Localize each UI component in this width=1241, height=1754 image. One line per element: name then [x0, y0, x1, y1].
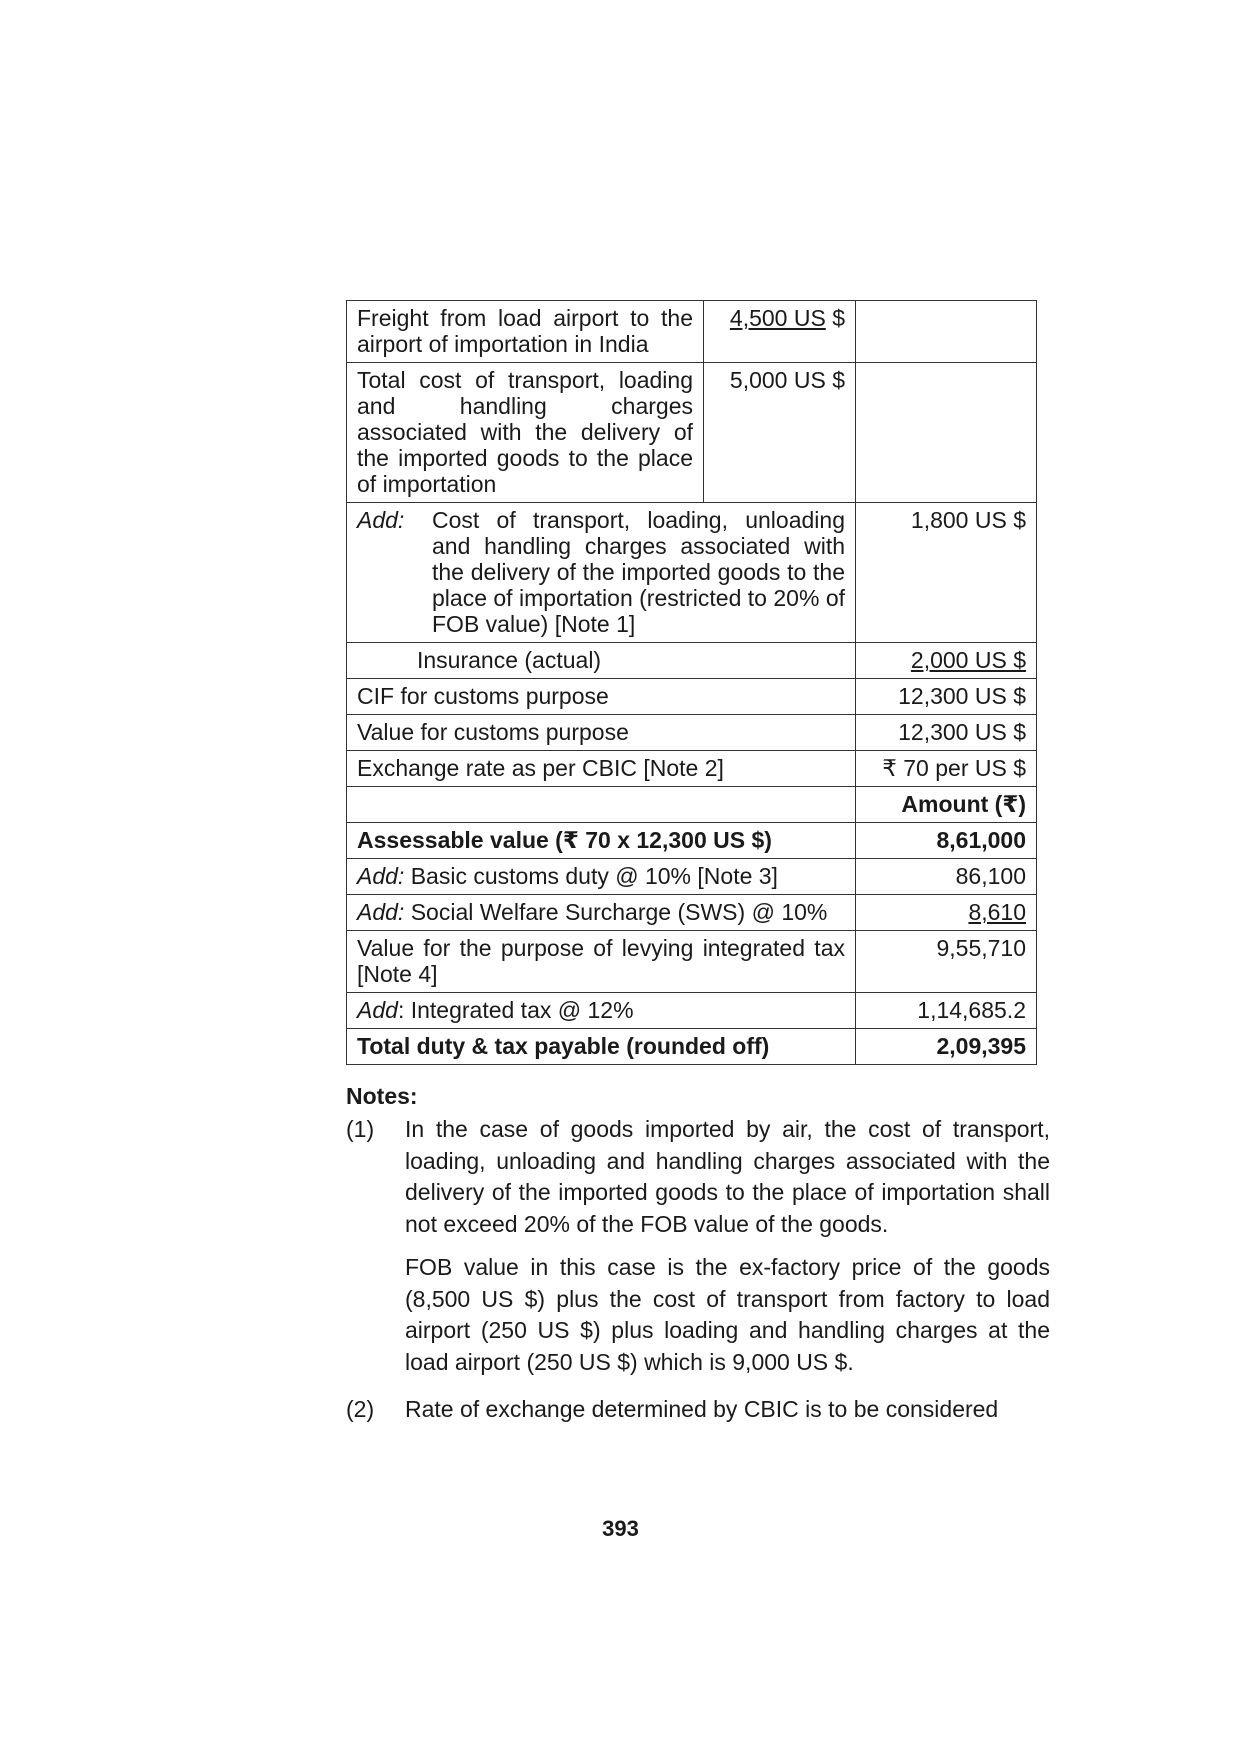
- table-row: [347, 823, 1037, 859]
- note-number: (1): [346, 1116, 375, 1142]
- total-value: 2,09,395: [856, 1029, 1037, 1065]
- table-row: [347, 895, 1037, 931]
- cell-value: [856, 301, 1037, 363]
- cell-label: Total duty & tax payable (rounded off): [347, 1029, 856, 1065]
- cell-value: 1,800 US $: [856, 503, 1037, 643]
- cell-value: 9,55,710: [856, 931, 1037, 993]
- page-number: 393: [602, 1516, 639, 1541]
- table-row: [347, 643, 1037, 679]
- cell-amount: 5,000 US $: [704, 363, 856, 503]
- add-text: : Integrated tax @ 12%: [397, 997, 634, 1023]
- cell-label: [347, 787, 856, 823]
- cell-label: [347, 503, 856, 643]
- add-prefix: Add: [357, 997, 398, 1023]
- underlined-value: 2,000 US $: [910, 647, 1026, 673]
- cell-label: CIF for customs purpose: [347, 679, 856, 715]
- cell-label: Freight from load airport to the airport of importation in India: [347, 301, 704, 363]
- cell-label: [347, 859, 856, 895]
- note-body: [405, 1114, 1050, 1378]
- add-prefix: Add:: [357, 899, 405, 925]
- cell-label: [347, 643, 856, 679]
- cell-value: 1,14,685.2: [856, 993, 1037, 1029]
- add-prefix: Add:: [357, 507, 405, 533]
- cell-amount: [704, 301, 856, 363]
- cell-value: 12,300 US $: [856, 679, 1037, 715]
- table-row: [347, 363, 1037, 503]
- table-row: [347, 931, 1037, 993]
- amount-column-header: Amount (₹): [856, 787, 1037, 823]
- add-prefix: Add:: [357, 863, 405, 889]
- note-number: (2): [346, 1396, 375, 1422]
- cell-value: 12,300 US $: [856, 715, 1037, 751]
- table-row: [347, 503, 1037, 643]
- note-paragraph: FOB value in this case is the ex-factory price of the goods (8,500 US $) plus the cost of transport from factory to load airport (250 US $) plus loading and handling charges at the load airport (250 US $) which is 9,000 US $.: [405, 1254, 1050, 1375]
- cell-label: Value for the purpose of levying integrated tax [Note 4]: [347, 931, 856, 993]
- cell-value: ₹ 70 per US $: [856, 751, 1037, 787]
- cell-value: 86,100: [856, 859, 1037, 895]
- underlined-amount: 4,500 US: [729, 305, 826, 331]
- table-row: [347, 993, 1037, 1029]
- note-2: [346, 1394, 1050, 1426]
- currency-suffix: $: [825, 305, 845, 331]
- table-row: [347, 859, 1037, 895]
- insurance-label: Insurance (actual): [417, 647, 602, 673]
- cell-label: Value for customs purpose: [347, 715, 856, 751]
- note-paragraph: In the case of goods imported by air, the cost of transport, loading, unloading and handling charges associated with the delivery of the imported goods to the place of importation shall not exceed 20% of the FOB value of the goods.: [405, 1116, 1050, 1237]
- table-row: [347, 751, 1037, 787]
- cell-value: [856, 643, 1037, 679]
- cell-value: [856, 895, 1037, 931]
- cell-label: Exchange rate as per CBIC [Note 2]: [347, 751, 856, 787]
- table-row: [347, 679, 1037, 715]
- valuation-table: [346, 300, 1037, 1065]
- cell-value: [856, 363, 1037, 503]
- table-row: [347, 715, 1037, 751]
- note-body: [405, 1394, 1050, 1426]
- cell-label: Total cost of transport, loading and handling charges associated with the delivery of the imported goods to the place of importation: [347, 363, 704, 503]
- cell-label: [347, 993, 856, 1029]
- table-row: [347, 301, 1037, 363]
- table-row: [347, 787, 1037, 823]
- table-row: [347, 1029, 1037, 1065]
- notes-heading: Notes:: [346, 1083, 418, 1109]
- add-text: Social Welfare Surcharge (SWS) @ 10%: [404, 899, 828, 925]
- add-text: Basic customs duty @ 10% [Note 3]: [404, 863, 778, 889]
- cell-label: [347, 895, 856, 931]
- note-1: [346, 1114, 1050, 1378]
- cell-value: 8,61,000: [856, 823, 1037, 859]
- note-paragraph: Rate of exchange determined by CBIC is to be considered: [405, 1396, 999, 1422]
- underlined-value: 8,610: [968, 899, 1026, 925]
- add-text: Cost of transport, loading, unloading and handling charges associated with the delivery of the imported goods to the place of importation (restricted to 20% of FOB value) [Note 1]: [432, 507, 845, 637]
- cell-label: Assessable value (₹ 70 x 12,300 US $): [347, 823, 856, 859]
